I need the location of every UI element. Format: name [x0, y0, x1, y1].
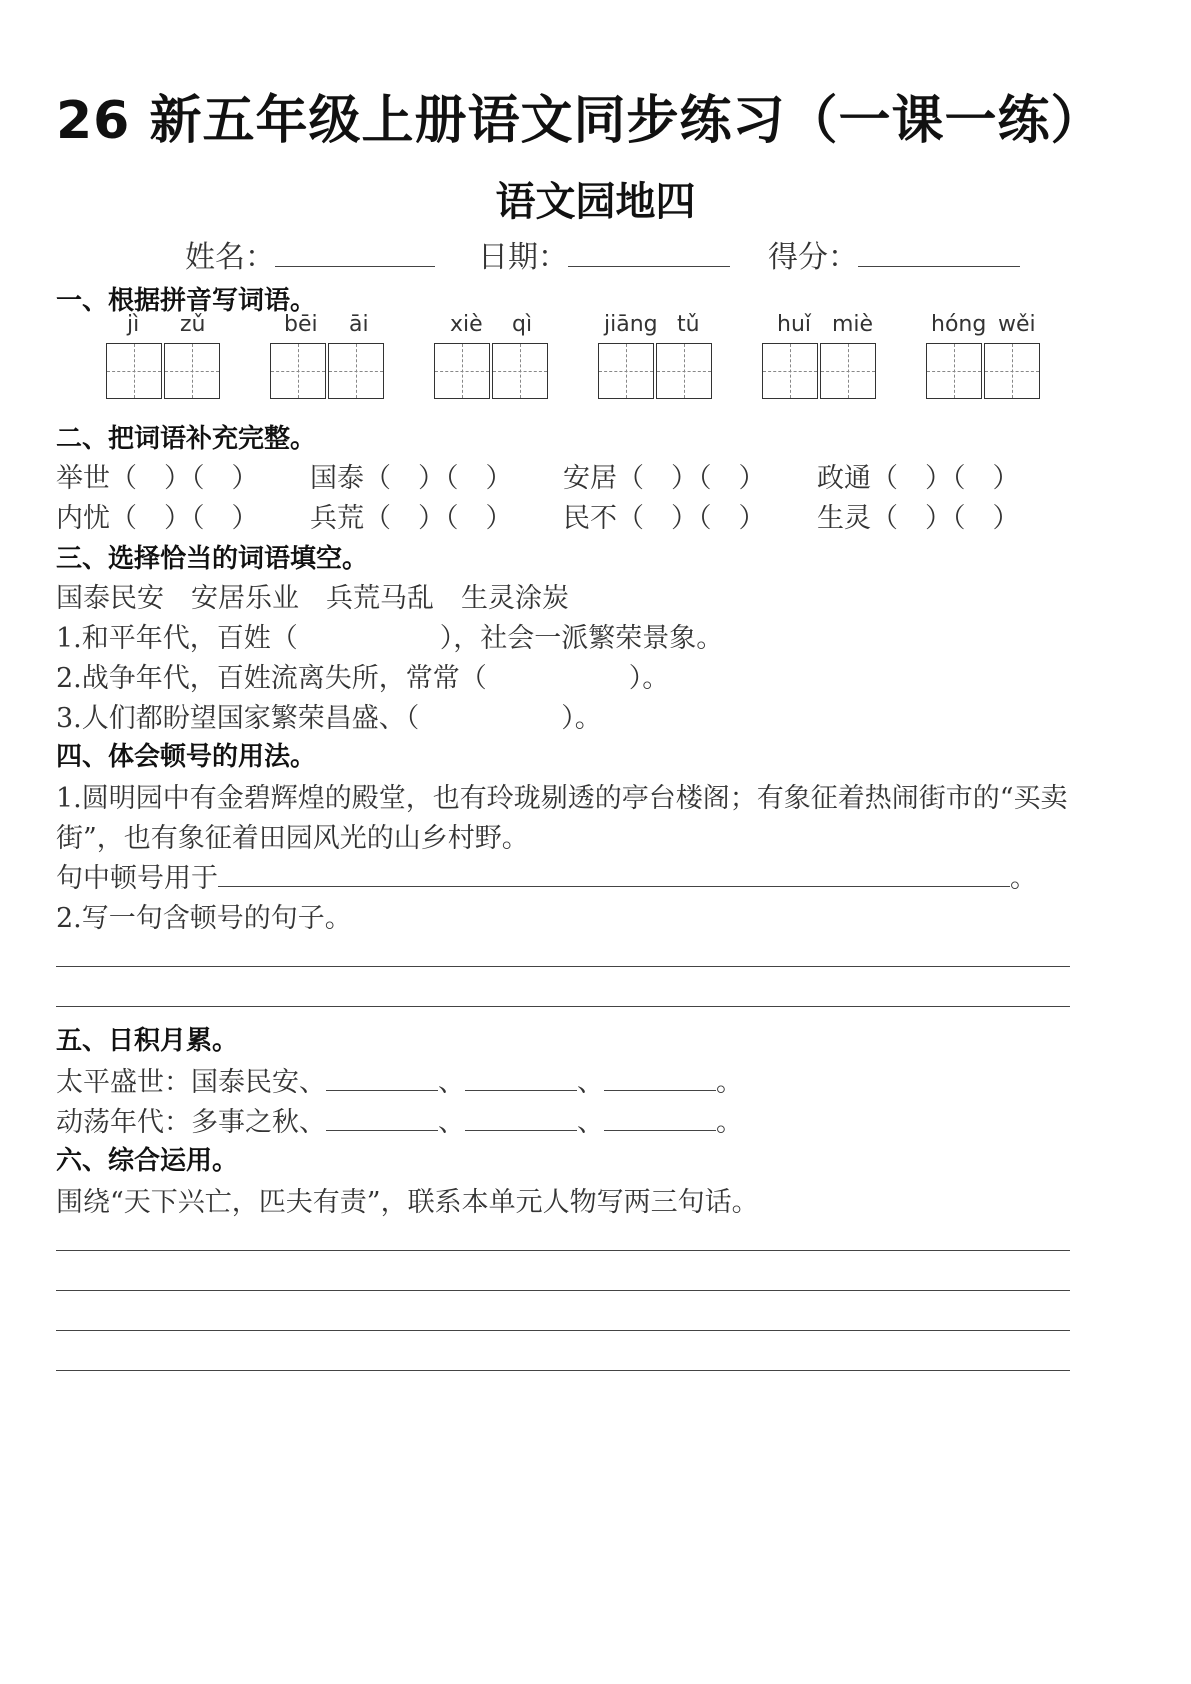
question-text: 1.和平年代，百姓（ — [56, 623, 298, 654]
writing-line[interactable] — [56, 1330, 1070, 1331]
passage-line: 1.圆明园中有金碧辉煌的殿堂，也有玲珑剔透的亭台楼阁；有象征着热闹街市的“买卖 — [56, 783, 1068, 814]
idiom-item[interactable]: 举世（ ）（ ） — [56, 463, 259, 494]
question-text: 2.战争年代，百姓流离失所，常常（ — [56, 663, 487, 694]
answer-blank[interactable] — [465, 1068, 577, 1091]
line-end: 。 — [716, 1067, 743, 1098]
idiom-item[interactable]: 民不（ ）（ ） — [563, 503, 766, 534]
worksheet-title: 26 新五年级上册语文同步练习（一课一练） — [56, 91, 1104, 151]
date-label: 日期： — [478, 240, 568, 275]
section-4-heading: 四、体会顿号的用法。 — [56, 742, 317, 772]
sentence-prompt: 2.写一句含顿号的句子。 — [56, 903, 352, 934]
pinyin-syllable: wěi — [998, 312, 1036, 337]
answer-blank[interactable] — [326, 1108, 438, 1131]
separator: 、 — [577, 1107, 604, 1138]
idiom-item[interactable]: 政通（ ）（ ） — [817, 463, 1020, 494]
writing-line[interactable] — [56, 1250, 1070, 1251]
character-box[interactable] — [984, 343, 1040, 399]
character-box[interactable] — [106, 343, 162, 399]
pinyin-syllable: bēi — [284, 312, 318, 337]
fill-question-3 — [56, 696, 602, 735]
question-text: 句中顿号用于 — [56, 863, 218, 894]
question-text: ），社会一派繁荣景象。 — [439, 623, 724, 654]
pinyin-syllable: jiāng — [604, 312, 658, 337]
character-box[interactable] — [492, 343, 548, 399]
question-text: 3.人们都盼望国家繁荣昌盛、（ — [56, 703, 420, 734]
answer-blank[interactable] — [604, 1108, 716, 1131]
pinyin-syllable: tǔ — [677, 312, 700, 337]
question-text: ）。 — [628, 663, 670, 694]
pinyin-syllable: huǐ — [777, 312, 811, 337]
answer-blank[interactable] — [604, 1068, 716, 1091]
pinyin-syllable: āi — [349, 312, 369, 337]
character-box[interactable] — [164, 343, 220, 399]
writing-line[interactable] — [56, 1370, 1070, 1371]
passage-line: 街”，也有象征着田园风光的山乡村野。 — [56, 823, 529, 854]
fill-question-1 — [56, 616, 723, 655]
lesson-title: 语文园地四 — [495, 179, 696, 225]
score-blank[interactable] — [858, 244, 1020, 267]
word-options: 国泰民安 安居乐业 兵荒马乱 生灵涂炭 — [56, 583, 569, 614]
writing-line[interactable] — [56, 1290, 1070, 1291]
section-6-heading: 六、综合运用。 — [56, 1146, 239, 1176]
idiom-item[interactable]: 生灵（ ）（ ） — [817, 503, 1020, 534]
pinyin-syllable: hóng — [931, 312, 987, 337]
character-box[interactable] — [434, 343, 490, 399]
accumulation-line — [56, 1100, 743, 1139]
character-box[interactable] — [598, 343, 654, 399]
idiom-item[interactable]: 兵荒（ ）（ ） — [310, 503, 513, 534]
score-label: 得分： — [768, 240, 858, 275]
date-blank[interactable] — [568, 244, 730, 267]
line-end: 。 — [716, 1107, 743, 1138]
separator: 、 — [438, 1107, 465, 1138]
name-label: 姓名： — [185, 240, 275, 275]
name-field — [185, 232, 435, 276]
line-prefix: 动荡年代：多事之秋、 — [56, 1107, 326, 1138]
idiom-item[interactable]: 国泰（ ）（ ） — [310, 463, 513, 494]
writing-line[interactable] — [56, 1006, 1070, 1007]
comma-usage-question — [56, 856, 1037, 895]
character-box[interactable] — [762, 343, 818, 399]
answer-blank[interactable] — [326, 1068, 438, 1091]
pinyin-syllable: miè — [832, 312, 874, 337]
section-1-heading: 一、根据拼音写词语。 — [56, 286, 317, 316]
date-field — [478, 232, 730, 276]
idiom-item[interactable]: 安居（ ）（ ） — [563, 463, 766, 494]
character-box[interactable] — [270, 343, 326, 399]
accumulation-line — [56, 1060, 743, 1099]
line-prefix: 太平盛世：国泰民安、 — [56, 1067, 326, 1098]
pinyin-syllable: jì — [127, 312, 140, 337]
section-5-heading: 五、日积月累。 — [56, 1026, 239, 1056]
pinyin-syllable: zǔ — [180, 312, 206, 337]
character-box[interactable] — [926, 343, 982, 399]
name-blank[interactable] — [275, 244, 435, 267]
character-box[interactable] — [656, 343, 712, 399]
answer-line[interactable] — [218, 864, 1010, 887]
separator: 、 — [438, 1067, 465, 1098]
question-text: ）。 — [561, 703, 602, 734]
pinyin-syllable: xiè — [450, 312, 483, 337]
answer-blank[interactable] — [465, 1108, 577, 1131]
question-text: 。 — [1010, 863, 1037, 894]
character-box[interactable] — [820, 343, 876, 399]
character-box[interactable] — [328, 343, 384, 399]
fill-question-2 — [56, 656, 669, 695]
writing-line[interactable] — [56, 966, 1070, 967]
score-field — [768, 232, 1020, 276]
idiom-item[interactable]: 内忧（ ）（ ） — [56, 503, 259, 534]
pinyin-syllable: qì — [512, 312, 533, 337]
section-2-heading: 二、把词语补充完整。 — [56, 424, 317, 454]
separator: 、 — [577, 1067, 604, 1098]
section-3-heading: 三、选择恰当的词语填空。 — [56, 544, 369, 574]
writing-prompt: 围绕“天下兴亡，匹夫有责”，联系本单元人物写两三句话。 — [56, 1187, 759, 1218]
